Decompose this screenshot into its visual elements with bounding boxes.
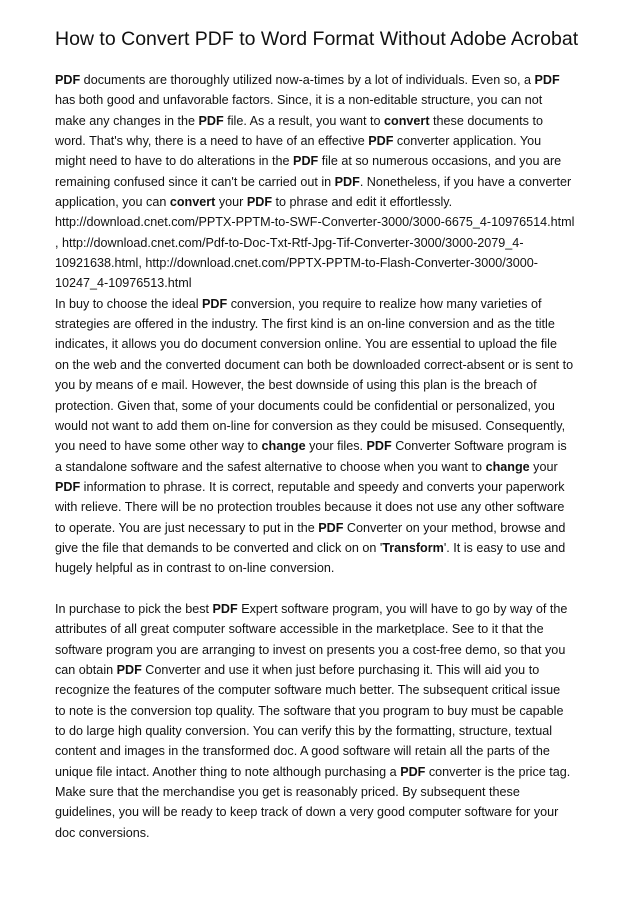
text-run: make any changes in the: [55, 113, 199, 128]
text-run: on the web and the converted document can both be downloaded correct-absent or is sent to: [55, 357, 574, 372]
text-run: word. That's why, there is a need to have of an effective: [55, 134, 369, 149]
text-run: application, you can: [55, 195, 170, 210]
text-run: content and images in the transformed doc. A good software will retain all the parts of the: [55, 744, 550, 759]
text-line: [55, 721, 588, 741]
text-run: http://download.cnet.com/PPTX-PPTM-to-SWF-Converter-3000/3000-6675_4-10976514.html: [55, 215, 575, 230]
text-line: [55, 518, 588, 538]
text-line: [55, 273, 588, 293]
text-line: [55, 396, 588, 416]
text-line: [55, 741, 588, 761]
text-line: [55, 172, 588, 192]
text-line: [55, 538, 588, 558]
bold-keyword: PDF: [55, 479, 81, 494]
text-line: [55, 192, 588, 212]
text-run: strategies are offered in the industry. The first kind is an on-line conversion and as the title: [55, 317, 555, 332]
bold-keyword: PDF: [368, 134, 394, 149]
text-run: Converter Software program is: [391, 439, 567, 454]
text-run: , http://download.cnet.com/Pdf-to-Doc-Txt-Rtf-Jpg-Tif-Converter-3000/3000-2079_4-: [55, 235, 524, 250]
text-run: Converter on your method, browse and: [343, 520, 566, 535]
text-run: Make sure that the merchandise you get is reasonably priced. By subsequent these: [55, 785, 520, 800]
text-line: [55, 416, 588, 436]
text-line: [55, 823, 588, 843]
text-run: file. As a result, you want to: [223, 113, 385, 128]
text-line: [55, 660, 588, 680]
text-line: [55, 111, 588, 131]
text-line: [55, 802, 588, 822]
text-run: you by means of e mail. However, the best downside of using this plan is the breach of: [55, 378, 537, 393]
bold-keyword: change: [485, 459, 530, 474]
text-run: these documents to: [429, 113, 543, 128]
text-run: your: [529, 459, 558, 474]
bold-keyword: PDF: [318, 520, 344, 535]
text-run: In purchase to pick the best: [55, 601, 213, 616]
bold-keyword: PDF: [116, 662, 142, 677]
text-line: [55, 599, 588, 619]
document-body: [55, 70, 588, 843]
bold-keyword: Transform: [382, 540, 444, 555]
text-run: . Nonetheless, if you have a converter: [359, 174, 572, 189]
text-run: hugely helpful as in contrast to on-line conversion.: [55, 561, 335, 576]
text-run: recognize the features of the computer software much better. The subsequent critical issue: [55, 683, 561, 698]
text-run: protection. Given that, some of your documents could be confidential or personalized, you: [55, 398, 555, 413]
text-line: [55, 212, 588, 232]
text-run: indicates, it allows you do document conversion online. You are essential to upload the file: [55, 337, 557, 352]
text-line: [55, 640, 588, 660]
paragraph-gap: [55, 579, 588, 599]
text-line: [55, 90, 588, 110]
text-run: attributes of all great computer software accessible in the marketplace. See to it that the: [55, 622, 544, 637]
text-run: software program you are arranging to invest on presents you a cost-free demo, so that you: [55, 642, 566, 657]
bold-keyword: PDF: [400, 764, 426, 779]
text-line: [55, 151, 588, 171]
text-run: remaining confused since it can't be carried out in: [55, 174, 335, 189]
text-run: 10247_4-10976513.html: [55, 276, 192, 291]
text-line: [55, 375, 588, 395]
text-line: [55, 436, 588, 456]
text-line: [55, 680, 588, 700]
bold-keyword: change: [261, 439, 306, 454]
text-run: has both good and unfavorable factors. Since, it is a non-editable structure, you can not: [55, 93, 543, 108]
paragraph: [55, 599, 588, 843]
bold-keyword: PDF: [246, 195, 273, 210]
bold-keyword: PDF: [202, 296, 228, 311]
text-run: to do large high quality conversion. You can verify this by the formatting, structure, textual: [55, 724, 553, 738]
text-line: [55, 334, 588, 354]
text-line: [55, 497, 588, 517]
text-run: your: [215, 195, 247, 210]
text-run: your files.: [305, 439, 367, 454]
text-run: with relieve. There will be no protection troubles because it does not use any other software: [55, 500, 565, 515]
paragraph: [55, 70, 588, 579]
text-line: [55, 233, 588, 253]
text-run: a standalone software and the safest alternative to choose when you want to: [55, 459, 486, 474]
text-run: doc conversions.: [55, 825, 150, 840]
bold-keyword: convert: [384, 113, 430, 128]
text-run: converter is the price tag.: [425, 764, 571, 779]
text-run: Expert software program, you will have to go by way of the: [237, 601, 568, 616]
text-line: [55, 294, 588, 314]
page-title: How to Convert PDF to Word Format Without Adobe Acrobat: [55, 28, 579, 50]
text-line: [55, 314, 588, 334]
text-run: would not want to add them on-line for conversion as they could be misused. Consequently,: [55, 418, 566, 433]
text-run: to operate. You are just necessary to put in the: [55, 520, 319, 535]
text-run: Converter and use it when just before purchasing it. This will aid you to: [141, 662, 540, 677]
bold-keyword: PDF: [534, 73, 560, 87]
text-line: [55, 762, 588, 782]
text-line: [55, 701, 588, 721]
text-run: converter application. You: [393, 134, 542, 149]
text-run: In buy to choose the ideal: [55, 296, 203, 311]
bold-keyword: PDF: [293, 154, 319, 169]
text-line: [55, 558, 588, 578]
bold-keyword: PDF: [198, 113, 224, 128]
text-run: to phrase and edit it effortlessly.: [272, 195, 453, 210]
text-line: [55, 477, 588, 497]
text-run: documents are thoroughly utilized now-a-times by a lot of individuals. Even so, a: [80, 73, 535, 87]
bold-keyword: PDF: [334, 174, 360, 189]
text-run: you need to have some other way to: [55, 439, 262, 454]
text-run: information to phrase. It is correct, reputable and speedy and converts your paperwork: [80, 479, 565, 494]
text-line: [55, 782, 588, 802]
text-line: [55, 131, 588, 151]
text-line: [55, 70, 588, 90]
text-run: to note is the conversion top quality. The software that you program to buy must be capable: [55, 703, 564, 718]
text-run: '. It is easy to use and: [443, 540, 566, 555]
text-run: guidelines, you will be ready to keep track of down a very good computer software for your: [55, 805, 559, 820]
bold-keyword: PDF: [212, 601, 238, 616]
text-run: unique file intact. Another thing to note although purchasing a: [55, 764, 401, 779]
text-run: give the file that demands to be converted and click on on ': [55, 540, 383, 555]
bold-keyword: convert: [169, 195, 216, 210]
bold-keyword: PDF: [366, 439, 392, 454]
text-line: [55, 355, 588, 375]
text-run: file at so numerous occasions, and you are: [318, 154, 562, 169]
bold-keyword: PDF: [55, 73, 81, 87]
text-run: might need to have to do alterations in the: [55, 154, 294, 169]
text-run: conversion, you require to realize how many varieties of: [227, 296, 542, 311]
text-line: [55, 253, 588, 273]
text-run: 10921638.html, http://download.cnet.com/PPTX-PPTM-to-Flash-Converter-3000/3000-: [55, 256, 538, 271]
text-line: [55, 457, 588, 477]
text-run: can obtain: [55, 662, 117, 677]
text-line: [55, 619, 588, 639]
